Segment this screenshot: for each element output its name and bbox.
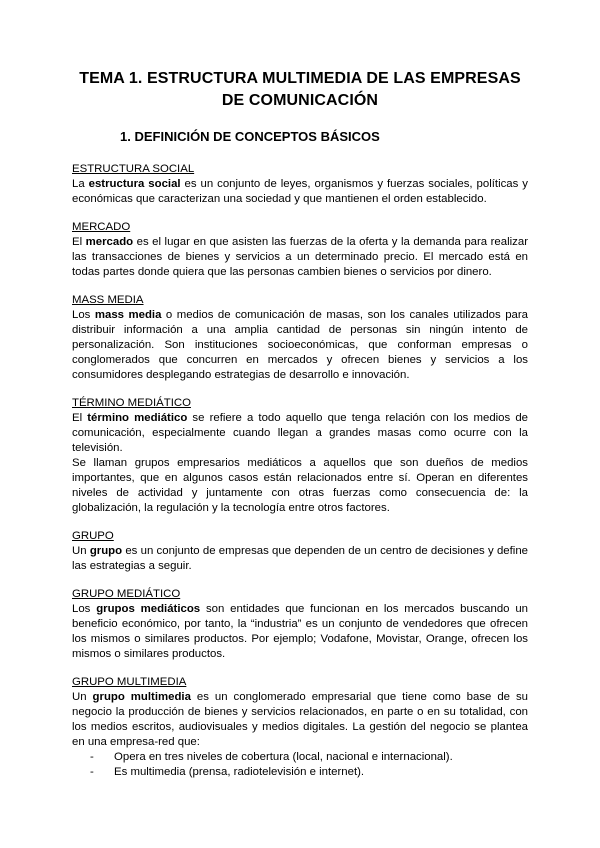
term-definition: Un grupo es un conjunto de empresas que dependen de un centro de decisiones y define las estrategias a seguir. [72, 545, 528, 572]
term-estructura-social [72, 162, 528, 207]
term-grupo-mediatico [72, 587, 528, 662]
bullet-list [72, 750, 528, 780]
term-grupo-multimedia [72, 675, 528, 780]
term-definition: Los mass media o medios de comunicación de masas, son los canales utilizados para distribuir información a una amplia cantidad de personas sin ningún intento de personalización. Son instituciones socioeconómicas, que conforman empresas o conglomerados que concurren en mercados y ofrecen bienes y servicios a los consumidores desplegando estrategias de desarrollo e innovación. [72, 309, 528, 381]
term-definition: El término mediático se refiere a todo aquello que tenga relación con los medios de comunicación, especialmente cuando llegan a grandes masas como ocurre con la televisión. [72, 412, 528, 454]
list-item: - Es multimedia (prensa, radiotelevisión e internet). [90, 765, 528, 780]
term-termino-mediatico [72, 396, 528, 516]
term-label: GRUPO MULTIMEDIA [72, 676, 187, 688]
term-keyword: término mediático [87, 412, 188, 424]
term-definition-extra: Se llaman grupos empresarios mediáticos a aquellos que son dueños de medios importantes, que en algunos casos están relacionados entre sí. Operan en diferentes niveles de actividad y juntamente con otras fuerzas como consecuencia de: la globalización, la regulación y la tecnología entre otros factores. [72, 457, 528, 514]
term-definition: Los grupos mediáticos son entidades que funcionan en los mercados buscando un beneficio económico, por tanto, la “industria” es un conjunto de vendedores que ofrecen los mismos o similares productos. Por ejemplo; Vodafone, Movistar, Orange, ofrecen los mismos o similares productos. [72, 603, 528, 660]
term-grupo [72, 529, 528, 574]
term-definition: La estructura social es un conjunto de leyes, organismos y fuerzas sociales, políticas y económicas que caracterizan una sociedad y que mantienen el orden establecido. [72, 178, 528, 205]
term-label: GRUPO MEDIÁTICO [72, 588, 181, 600]
term-label: GRUPO [72, 530, 114, 542]
section-heading: 1. DEFINICIÓN DE CONCEPTOS BÁSICOS [120, 129, 380, 144]
document-title: TEMA 1. ESTRUCTURA MULTIMEDIA DE LAS EMPRESAS DE COMUNICACIÓN [79, 70, 521, 109]
list-item: - Opera en tres niveles de cobertura (local, nacional e internacional). [90, 750, 528, 765]
term-definition: Un grupo multimedia es un conglomerado empresarial que tiene como base de su negocio la producción de bienes y servicios relacionados, en parte o en su totalidad, con los medios escritos, audiovisuales y medios digitales. La gestión del negocio se plantea en una empresa-red que: [72, 691, 529, 748]
term-keyword: estructura social [88, 178, 181, 190]
term-keyword: mercado [85, 236, 134, 248]
term-label: MASS MEDIA [72, 294, 144, 306]
term-keyword: mass media [94, 309, 162, 321]
term-mercado [72, 220, 528, 280]
term-keyword: grupo [89, 545, 123, 557]
term-keyword: grupo multimedia [92, 691, 191, 703]
term-label: MERCADO [72, 221, 131, 233]
term-mass-media [72, 293, 528, 383]
term-label: TÉRMINO MEDIÁTICO [72, 397, 191, 409]
term-keyword: grupos mediáticos [96, 603, 201, 615]
term-definition: El mercado es el lugar en que asisten las fuerzas de la oferta y la demanda para realizar las transacciones de bienes y servicios a un determinado precio. El mercado está en todas partes donde quiera que las personas cambien bienes o servicios por dinero. [72, 236, 528, 278]
term-label: ESTRUCTURA SOCIAL [72, 163, 195, 175]
